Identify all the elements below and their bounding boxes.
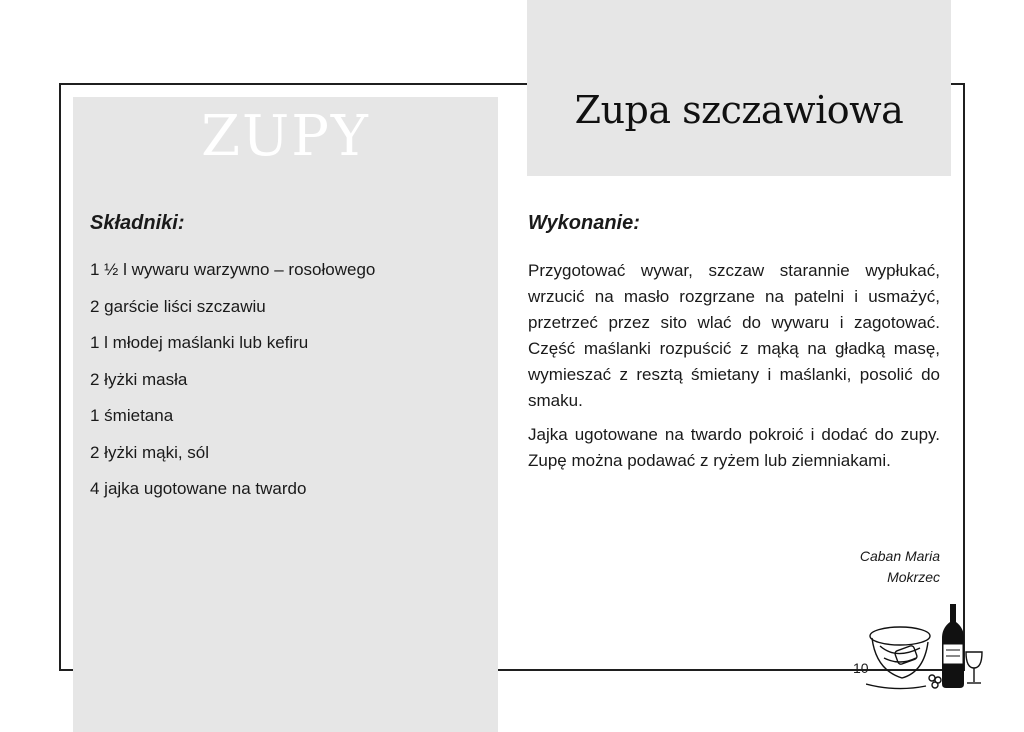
author-signature (860, 546, 940, 588)
ingredient-item: 1 ½ l wywaru warzywno – rosołowego (90, 260, 376, 279)
ingredient-item: 4 jajka ugotowane na twardo (90, 479, 307, 498)
ingredient-item: 2 garście liści szczawiu (90, 296, 266, 316)
ingredient-item: 1 l młodej maślanki lub kefiru (90, 333, 309, 352)
ingredients-list (90, 259, 375, 515)
author-name: Caban Maria (859, 548, 940, 564)
page-number: 10 (853, 660, 869, 676)
instructions-heading: Wykonanie: (528, 212, 640, 234)
ingredients-heading: Składniki: (90, 212, 185, 234)
section-title: ZUPY (201, 104, 370, 169)
wine-bottle-and-bread-still-life-icon (866, 600, 986, 692)
ingredient-item: 1 śmietana (90, 406, 174, 425)
instruction-paragraph: Jajka ugotowane na twardo pokroić i dodać do zupy. Zupę można podawać z ryżem lub ziemniakami. (528, 425, 940, 470)
ingredient-item: 2 łyżki mąki, sól (90, 442, 210, 462)
recipe-title: Zupa szczawiowa (574, 88, 904, 132)
ingredient-item: 2 łyżki masła (90, 369, 188, 389)
instruction-paragraph: Przygotować wywar, szczaw starannie wypłukać, wrzucić na masło rozgrzane na patelni i usmażyć, przetrzeć przez sito wlać do wywaru i zagotować. Część maślanki rozpuścić z mąką na gładką masę, wymieszać z resztą śmietany i maślanki, posolić do smaku. (528, 261, 940, 410)
instructions-text (528, 258, 940, 482)
author-place: Mokrzec (887, 569, 940, 585)
